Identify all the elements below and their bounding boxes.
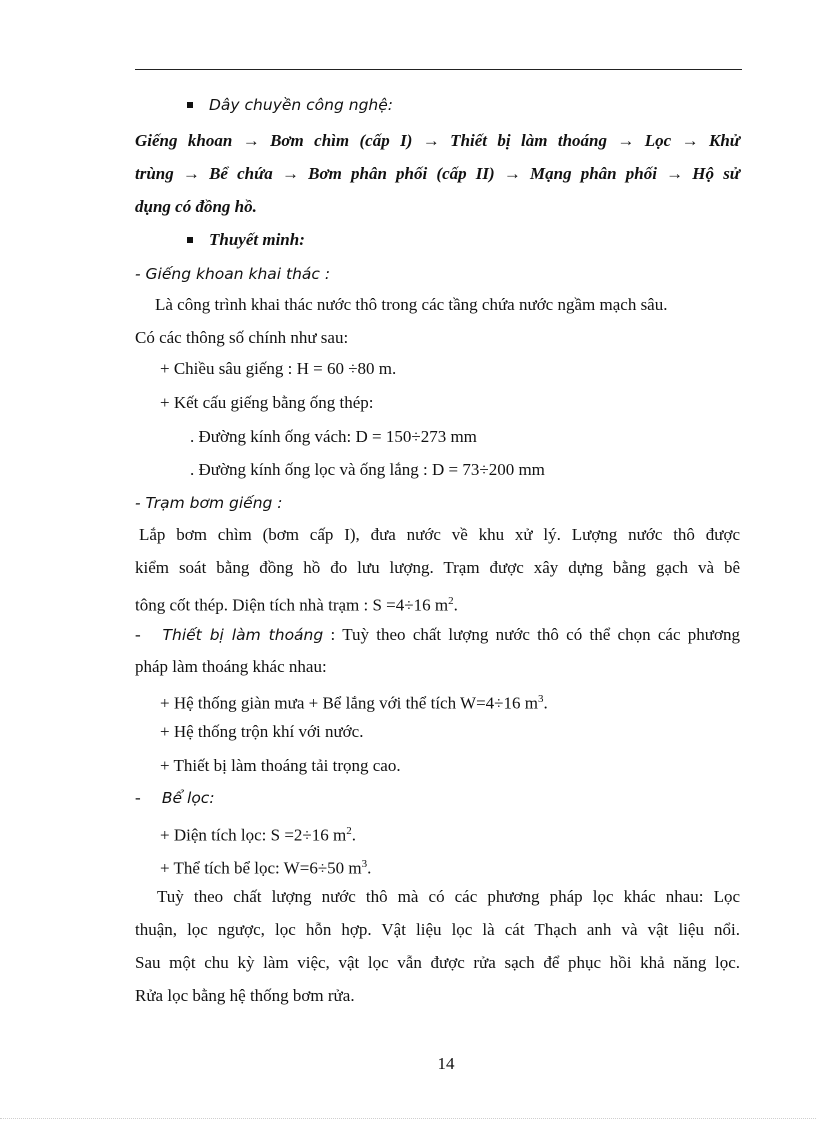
subheading-wells: - Giếng khoan khai thác : [135,265,331,283]
paragraph-line: pháp làm thoáng khác nhau: [135,657,327,676]
bullet-heading-1 [187,94,393,116]
header-rule [135,69,742,70]
paragraph-line: thuận, lọc ngược, lọc hỗn hợp. Vật liệu lọc là cát Thạch anh và vật liệu nổi. [135,920,740,939]
square-bullet-icon [187,237,193,243]
subheading-filter: - Bể lọc: [135,788,215,807]
list-item: + Diện tích lọc: S =2÷16 $m^2$. [160,825,356,845]
square-bullet-icon [187,102,193,108]
subheading-pump-station: - Trạm bơm giếng : [135,494,283,512]
process-chain-line-3: dụng có đồng hồ. [135,197,257,216]
paragraph-line: kiểm soát bằng đồng hồ đo lưu lượng. Trạm được xây dựng bằng gạch và bê [135,558,740,577]
process-chain-line-2: trùng → Bể chứa → Bơm phân phối (cấp II) → Mạng phân phối → Hộ sử [135,164,740,183]
paragraph-line: Lắp bơm chìm (bơm cấp I), đưa nước về khu xử lý. Lượng nước thô được [139,525,740,544]
list-subitem: . Đường kính ống vách: D = 150÷273 mm [190,427,477,446]
heading-text: Dây chuyền công nghệ: [209,96,394,114]
list-item: + Chiều sâu giếng : H = 60 ÷80 m. [160,359,397,378]
paragraph-line: Có các thông số chính như sau: [135,328,349,347]
paragraph-line: Rửa lọc bằng hệ thống bơm rửa. [135,986,355,1005]
paragraph-line: Là công trình khai thác nước thô trong các tầng chứa nước ngầm mạch sâu. [155,295,668,314]
page-bottom-border [0,1118,816,1119]
list-item: + Thiết bị làm thoáng tải trọng cao. [160,756,401,775]
heading-text: Thuyết minh: [209,230,305,249]
list-item: + Thể tích bể lọc: W=6÷50 $m^3$. [160,858,372,878]
paragraph-line: Tuỳ theo chất lượng nước thô mà có các phương pháp lọc khác nhau: Lọc [157,887,740,906]
bullet-heading-2 [187,229,305,251]
list-item: + Kết cấu giếng bằng ống thép: [160,393,374,412]
list-item: + Hệ thống trộn khí với nước. [160,722,364,741]
paragraph-line: Sau một chu kỳ làm việc, vật lọc vẫn được rửa sạch để phục hồi khả năng lọc. [135,953,740,972]
page-number: 14 [437,1054,455,1073]
process-chain-line-1: Giếng khoan → Bơm chìm (cấp I) → Thiết bị làm thoáng → Lọc → Khử [135,131,740,150]
paragraph-line: tông cốt thép. Diện tích nhà trạm : S =4÷16 $m^2$. [135,595,458,615]
list-subitem: . Đường kính ống lọc và ống lắng : D = 73÷200 mm [190,460,545,479]
paragraph-aeration: - Thiết bị làm thoáng : Tuỳ theo chất lượng nước thô có thể chọn các phương [135,625,741,644]
list-item: + Hệ thống giàn mưa + Bể lắng với thể tích W=4÷16 $m^3$. [160,693,548,713]
